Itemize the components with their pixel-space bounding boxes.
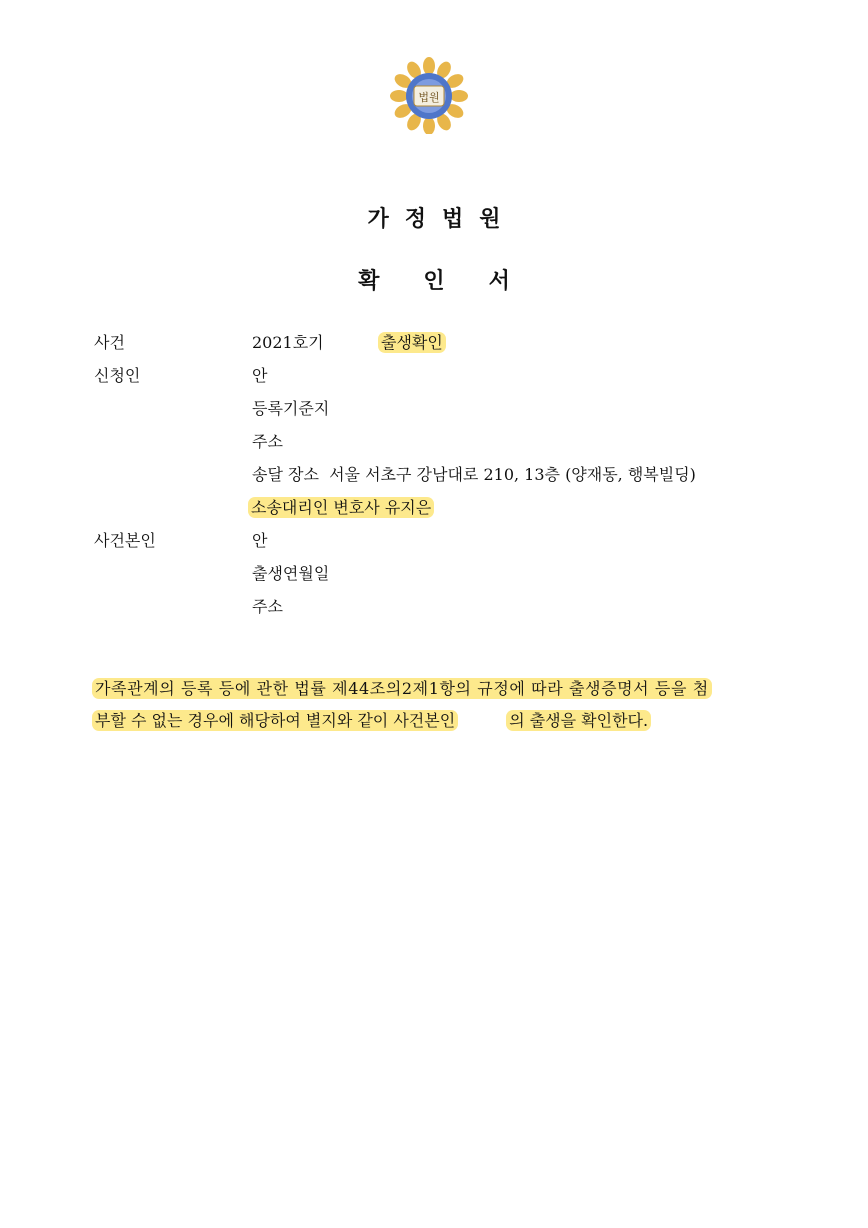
subject-addr-row [252, 594, 332, 617]
emblem-text: 법원 [418, 91, 440, 104]
applicant-label-row [94, 363, 174, 386]
subject-label-row [94, 528, 186, 551]
attorney: 소송대리인 변호사 유지은 [248, 497, 434, 518]
subject-label: 사건본인 [94, 531, 156, 550]
applicant-reg-label: 등록기준지 [252, 399, 330, 418]
service-row [252, 462, 696, 485]
court-emblem [386, 56, 472, 134]
case-label: 사건 [94, 333, 125, 352]
case-type-row [378, 330, 446, 353]
applicant-label: 신청인 [94, 366, 141, 385]
applicant-addr-row [252, 429, 332, 452]
attorney-row [248, 495, 434, 518]
case-label-row [94, 330, 186, 353]
body-line-2b: 의 출생을 확인한다. [506, 710, 651, 731]
body-line-1: 가족관계의 등록 등에 관한 법률 제44조의2제1항의 규정에 따라 출생증명서 등을 첨 [92, 678, 712, 699]
subject-dob-label: 출생연월일 [252, 564, 330, 583]
body-line-2-row [92, 708, 651, 731]
service-address: 서울 서초구 강남대로 210, 13층 (양재동, 행복빌딩) [329, 465, 696, 484]
court-name: 가정법원 [367, 207, 517, 232]
case-number: 2021호기 [252, 333, 324, 352]
document-title: 확인서 [358, 269, 554, 294]
body-line-2a: 부할 수 없는 경우에 해당하여 별지와 같이 사건본인 [92, 710, 458, 731]
subject-name: 안 [252, 531, 268, 550]
applicant-addr-label: 주소 [252, 432, 283, 451]
body-line-1-row [92, 676, 712, 699]
applicant-name: 안 [252, 366, 268, 385]
case-type: 출생확인 [378, 332, 446, 353]
service-label: 송달 장소 [252, 465, 319, 484]
subject-addr-label: 주소 [252, 597, 283, 616]
